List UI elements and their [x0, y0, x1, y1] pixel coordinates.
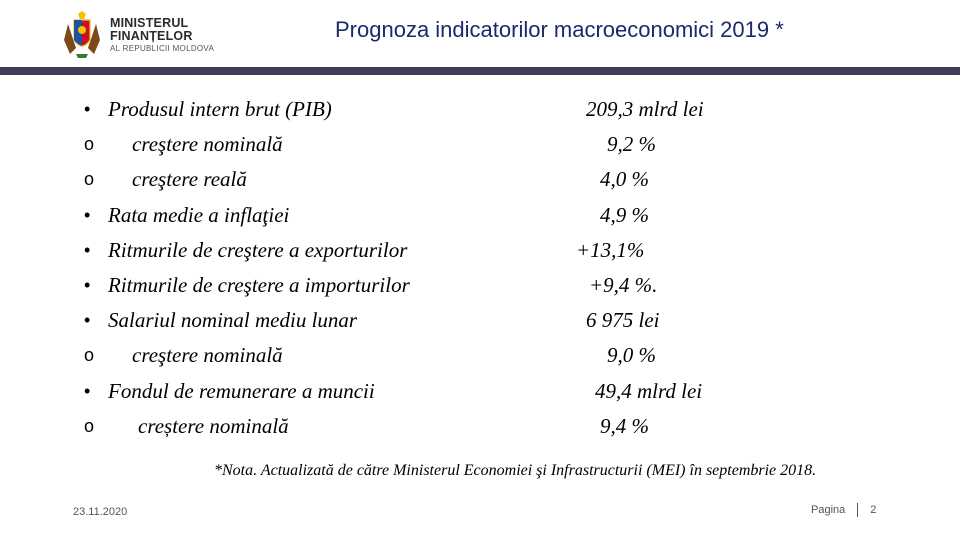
logo-title: MINISTERUL FINANȚELOR: [110, 16, 193, 43]
indicator-value: +9,4 %.: [589, 272, 658, 297]
indicator-row: [84, 92, 844, 127]
indicator-value: 4,0 %: [600, 167, 649, 192]
page-label: Pagina: [811, 504, 846, 516]
indicator-row: [84, 268, 844, 303]
ministry-logo: [62, 10, 262, 60]
indicator-value: 9,4 %: [600, 413, 649, 438]
footnote: *Nota. Actualizată de către Ministerul Economiei şi Infrastructurii (MEI) în septembrie 2018.: [214, 462, 817, 479]
bullet-marker: •: [84, 380, 91, 401]
indicator-row: [84, 303, 844, 338]
footer-pagination: [811, 503, 876, 517]
indicator-label: creștere nominală: [138, 413, 289, 438]
bullet-marker: •: [84, 204, 91, 225]
header-band: [0, 67, 960, 75]
bullet-marker: •: [84, 99, 91, 119]
bullet-marker: •: [84, 274, 91, 295]
indicator-value: 49,4 mlrd lei: [595, 378, 703, 403]
bullet-marker: o: [84, 169, 95, 190]
indicator-value: 9,2 %: [607, 132, 656, 157]
indicator-label: creştere nominală: [132, 343, 283, 368]
logo-subtitle: AL REPUBLICII MOLDOVA: [110, 44, 215, 53]
indicator-row: [84, 162, 844, 197]
page-title: Prognoza indicatorilor macroeconomici 2019 *: [335, 17, 784, 42]
footer-date: 23.11.2020: [73, 506, 128, 518]
moldova-coat-of-arms-icon: [62, 10, 102, 60]
page-number: 2: [870, 504, 877, 516]
indicator-label: Salariul nominal mediu lunar: [108, 308, 358, 333]
indicator-label: Ritmurile de creştere a importurilor: [108, 272, 410, 297]
indicator-value: 209,3 mlrd lei: [586, 97, 704, 121]
indicator-value: 9,0 %: [607, 343, 656, 368]
indicator-row: [84, 198, 844, 233]
indicator-value: +13,1%: [576, 237, 645, 262]
indicator-row: [84, 127, 844, 162]
indicator-label: creştere nominală: [132, 132, 283, 157]
indicator-label: creştere reală: [132, 167, 247, 192]
indicator-value: 4,9 %: [600, 202, 649, 227]
bullet-marker: •: [84, 239, 91, 260]
indicator-label: Ritmurile de creştere a exporturilor: [108, 237, 408, 262]
indicator-row: [84, 374, 844, 409]
indicator-row: [84, 233, 844, 268]
indicator-label: Fondul de remunerare a muncii: [108, 378, 375, 403]
bullet-marker: o: [84, 345, 95, 366]
indicator-row: [84, 409, 844, 444]
page-separator: [857, 503, 858, 517]
bullet-marker: o: [84, 134, 95, 155]
indicator-list: [84, 92, 844, 444]
indicator-label: Rata medie a inflaţiei: [108, 202, 290, 227]
bullet-marker: o: [84, 415, 95, 436]
indicator-row: [84, 338, 844, 373]
indicator-label: Produsul intern brut (PIB): [108, 97, 332, 121]
bullet-marker: •: [84, 310, 91, 331]
indicator-value: 6 975 lei: [586, 308, 660, 333]
